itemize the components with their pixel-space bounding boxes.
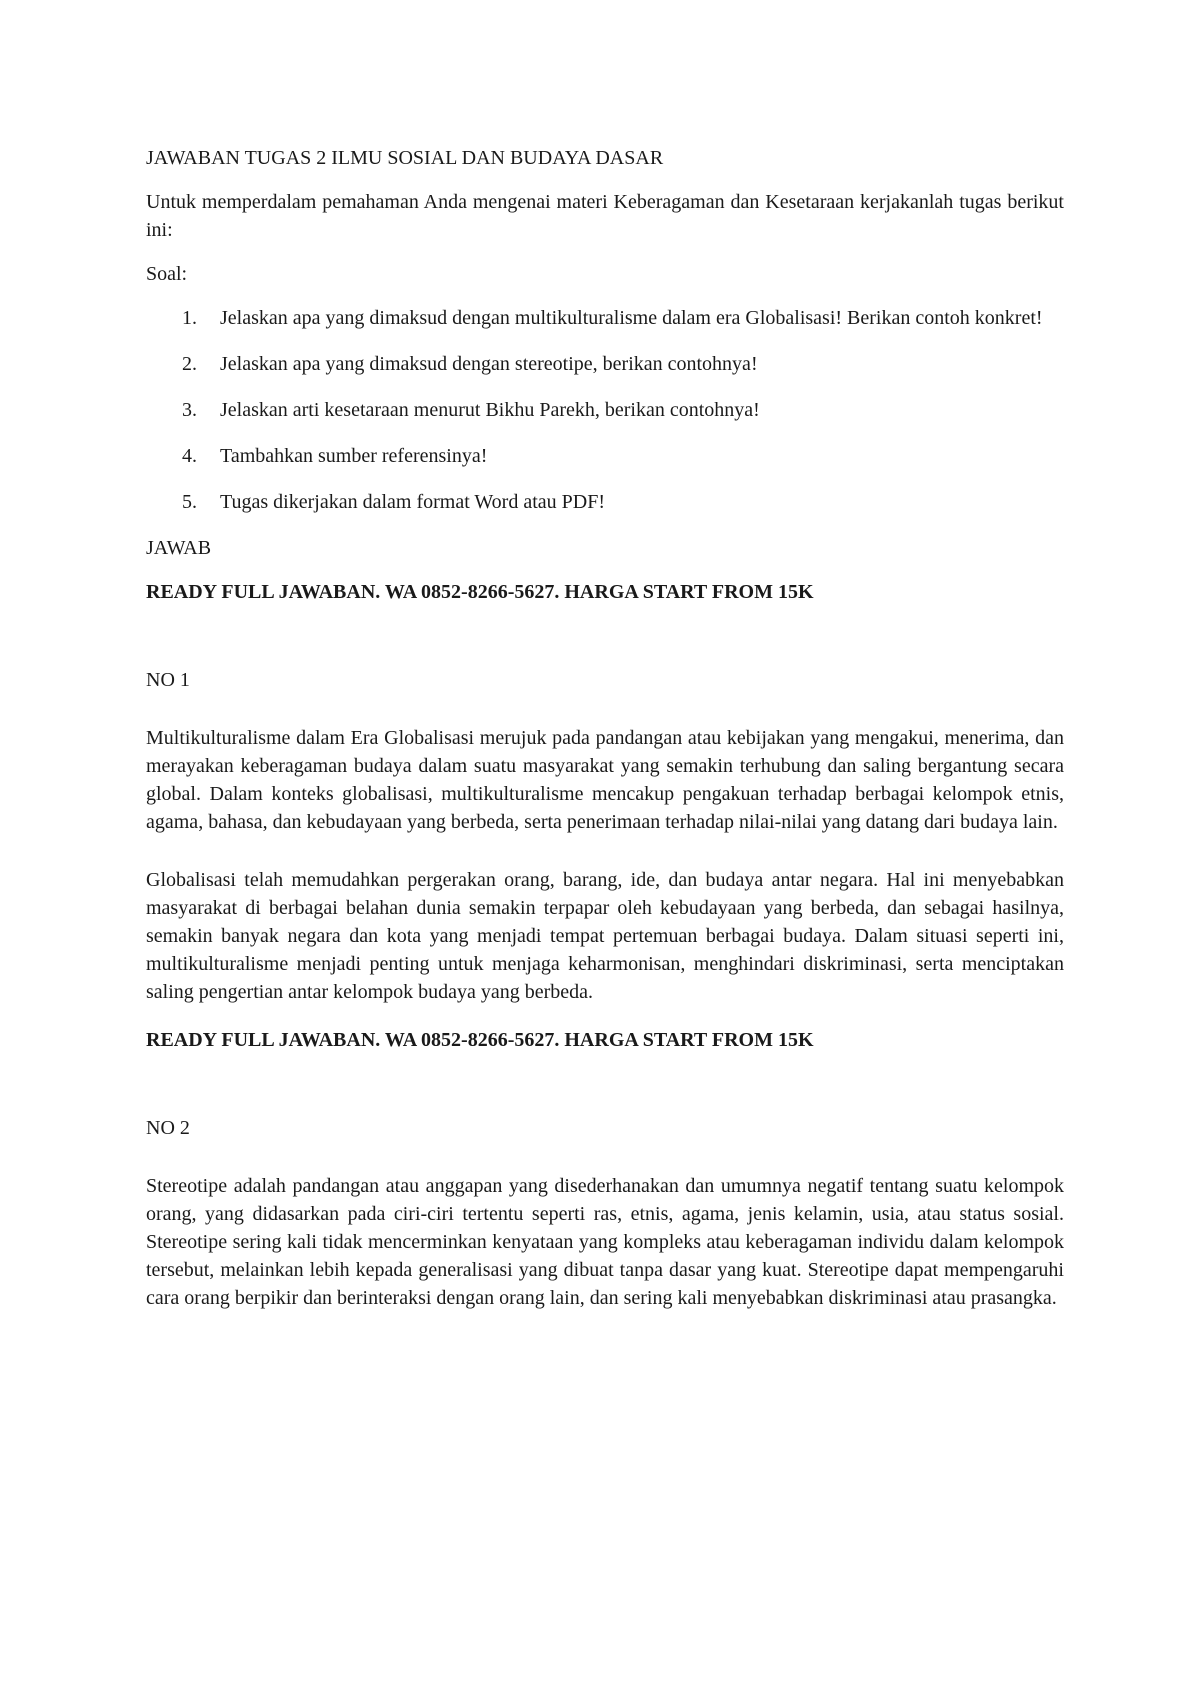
- question-number: 2.: [182, 353, 197, 375]
- document-title: JAWABAN TUGAS 2 ILMU SOSIAL DAN BUDAYA DASAR: [146, 147, 664, 169]
- question-item-1: [146, 304, 1064, 332]
- question-item-4: [146, 442, 1064, 470]
- answer-1-paragraph-1: Multikulturalisme dalam Era Globalisasi merujuk pada pandangan atau kebijakan yang mengakui, menerima, dan merayakan keberagaman budaya dalam suatu masyarakat yang semakin terhubung dan saling bergantung secara global. Dalam konteks globalisasi, multikulturalisme mencakup pengakuan terhadap berbagai kelompok etnis, agama, bahasa, dan kebudayaan yang berbeda, serta penerimaan terhadap nilai-nilai yang datang dari budaya lain.: [146, 727, 1064, 833]
- question-text: Tambahkan sumber referensinya!: [220, 445, 488, 467]
- question-text: Jelaskan arti kesetaraan menurut Bikhu Parekh, berikan contohnya!: [220, 399, 760, 421]
- question-text: Jelaskan apa yang dimaksud dengan stereotipe, berikan contohnya!: [220, 353, 758, 375]
- question-text: Tugas dikerjakan dalam format Word atau PDF!: [220, 491, 605, 513]
- answer-heading-2: NO 2: [146, 1117, 190, 1139]
- document-body: [146, 144, 1064, 1342]
- answer-2-paragraph-1: Stereotipe adalah pandangan atau anggapan yang disederhanakan dan umumnya negatif tentang suatu kelompok orang, yang didasarkan pada ciri-ciri tertentu seperti ras, etnis, agama, jenis kelamin, usia, atau status sosial. Stereotipe sering kali tidak mencerminkan kenyataan yang kompleks atau keberagaman individu dalam kelompok tersebut, melainkan lebih kepada generalisasi yang dibuat tanpa dasar yang kuat. Stereotipe dapat mempengaruhi cara orang berpikir dan berinteraksi dengan orang lain, dan sering kali menyebabkan diskriminasi atau prasangka.: [146, 1175, 1064, 1309]
- question-number: 3.: [182, 399, 197, 421]
- promo-banner: READY FULL JAWABAN. WA 0852-8266-5627. HARGA START FROM 15K: [146, 581, 814, 603]
- answer-heading-1: NO 1: [146, 669, 190, 691]
- question-number: 4.: [182, 445, 197, 467]
- question-text: Jelaskan apa yang dimaksud dengan multikulturalisme dalam era Globalisasi! Berikan contoh konkret!: [220, 307, 1043, 329]
- promo-banner-repeat: READY FULL JAWABAN. WA 0852-8266-5627. HARGA START FROM 15K: [146, 1029, 814, 1051]
- question-number: 5.: [182, 491, 197, 513]
- soal-label: Soal:: [146, 263, 188, 285]
- jawab-label: JAWAB: [146, 537, 212, 559]
- intro-paragraph: Untuk memperdalam pemahaman Anda mengenai materi Keberagaman dan Kesetaraan kerjakanlah tugas berikut ini:: [146, 191, 1064, 241]
- question-number: 1.: [182, 307, 197, 329]
- question-list: [146, 304, 1064, 516]
- question-item-3: [146, 396, 1064, 424]
- answer-1-paragraph-2: Globalisasi telah memudahkan pergerakan orang, barang, ide, dan budaya antar negara. Hal ini menyebabkan masyarakat di berbagai belahan dunia semakin terpapar oleh kebudayaan yang berbeda, dan sebagai hasilnya, semakin banyak negara dan kota yang menjadi tempat pertemuan berbagai budaya. Dalam situasi seperti ini, multikulturalisme menjadi penting untuk menjaga keharmonisan, menghindari diskriminasi, serta menciptakan saling pengertian antar kelompok budaya yang berbeda.: [146, 869, 1064, 1003]
- question-item-2: [146, 350, 1064, 378]
- question-item-5: [146, 488, 1064, 516]
